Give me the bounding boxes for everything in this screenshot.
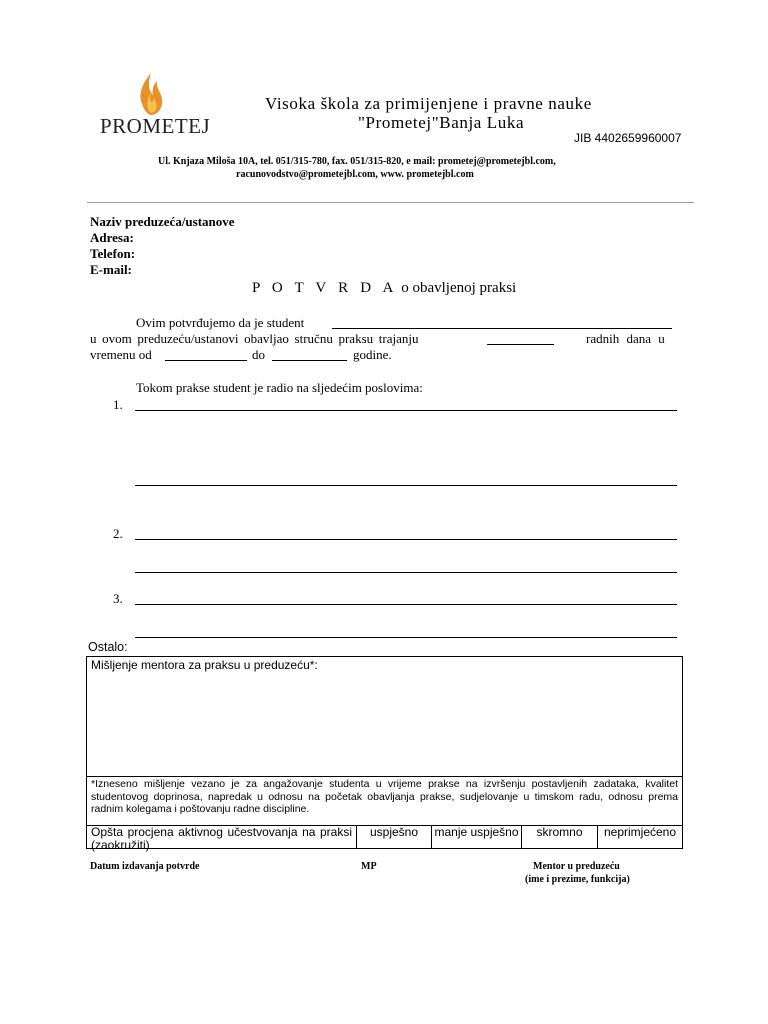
duration-field[interactable]: [487, 344, 554, 345]
mentor-label: Mentor u preduzeću: [533, 861, 620, 872]
address-line-1: Ul. Knjaza Miloša 10A, tel. 051/315-780, fax. 051/315-820, e mail: prometej@prometejbl.com,: [158, 156, 556, 167]
mentor-opinion-area[interactable]: [87, 657, 682, 777]
item-number-1: 1.: [113, 397, 123, 412]
school-name: Visoka škola za primijenjene i pravne nauke: [265, 94, 592, 113]
period-from-field[interactable]: [165, 360, 247, 361]
duty-1-line-2[interactable]: [135, 485, 677, 486]
duty-2-line-2[interactable]: [135, 572, 677, 573]
footnote-text: *Izneseno mišljenje vezano je za angažovanje studenta u vrijeme prakse na izvršenju postavljenih zadataka, kvalitet studentovog doprinosa, napredak u odnosu na početak obavljanja prakse, sudjelovanje u timskom radu, odnosu prema radnim kolegama i poštovanju radne discipline.: [87, 777, 682, 826]
option-modest[interactable]: skromno: [522, 826, 598, 849]
mentor-opinion-label: Mišljenje mentora za praksu u preduzeću*:: [91, 658, 318, 672]
work-days-text: radnih dana u: [586, 331, 665, 346]
address-line-2: racunovodstvo@prometejbl.com, www. prometejbl.com: [236, 169, 474, 180]
jib-number: JIB 4402659960007: [574, 131, 682, 145]
mentor-opinion-table: [86, 656, 683, 852]
item-number-3: 3.: [113, 591, 123, 606]
duty-3-line-1[interactable]: [135, 604, 677, 605]
other-label: Ostalo:: [88, 640, 128, 654]
duty-2-line-1[interactable]: [135, 539, 677, 540]
assessment-label: Opšta procjena aktivnog učestvovanja na praksi (zaokružiti): [87, 826, 357, 849]
company-name-label: Naziv preduzeća/ustanove: [90, 214, 235, 229]
student-name-field[interactable]: [332, 328, 672, 329]
option-less-successful[interactable]: manje uspješno: [432, 826, 522, 849]
school-city: "Prometej"Banja Luka: [358, 113, 525, 132]
logo-text: PROMETEJ: [100, 114, 211, 138]
assessment-row: [87, 825, 682, 852]
period-from-text: vremenu od: [90, 347, 152, 362]
title-spaced: P O T V R D A: [252, 280, 398, 296]
stamp-label: MP: [361, 861, 377, 872]
company-address-label: Adresa:: [90, 230, 134, 245]
duty-3-line-2[interactable]: [135, 637, 677, 638]
header-divider: [87, 202, 694, 203]
item-number-2: 2.: [113, 526, 123, 541]
school-logo: [98, 72, 211, 138]
period-to-field[interactable]: [272, 360, 347, 361]
duty-1-line-1[interactable]: [135, 410, 677, 411]
company-email-label: E-mail:: [90, 262, 132, 277]
title-rest: o obavljenoj praksi: [397, 280, 517, 296]
option-successful[interactable]: uspješno: [357, 826, 432, 849]
duration-text: u ovom preduzeću/ustanovi obavljao stručnu praksu trajanju: [90, 331, 419, 346]
mentor-sublabel: (ime i prezime, funkcija): [525, 874, 630, 885]
flame-icon: [136, 72, 166, 116]
page-title: [252, 280, 516, 297]
year-text: godine.: [353, 347, 392, 362]
option-unnoticed[interactable]: neprimjećeno: [603, 825, 677, 839]
issue-date-label: Datum izdavanja potvrde: [90, 861, 200, 872]
company-phone-label: Telefon:: [90, 246, 136, 261]
confirm-text: Ovim potvrđujemo da je student: [136, 315, 305, 330]
period-to-text: do: [252, 347, 265, 362]
duties-intro: Tokom prakse student je radio na sljedećim poslovima:: [136, 380, 423, 395]
